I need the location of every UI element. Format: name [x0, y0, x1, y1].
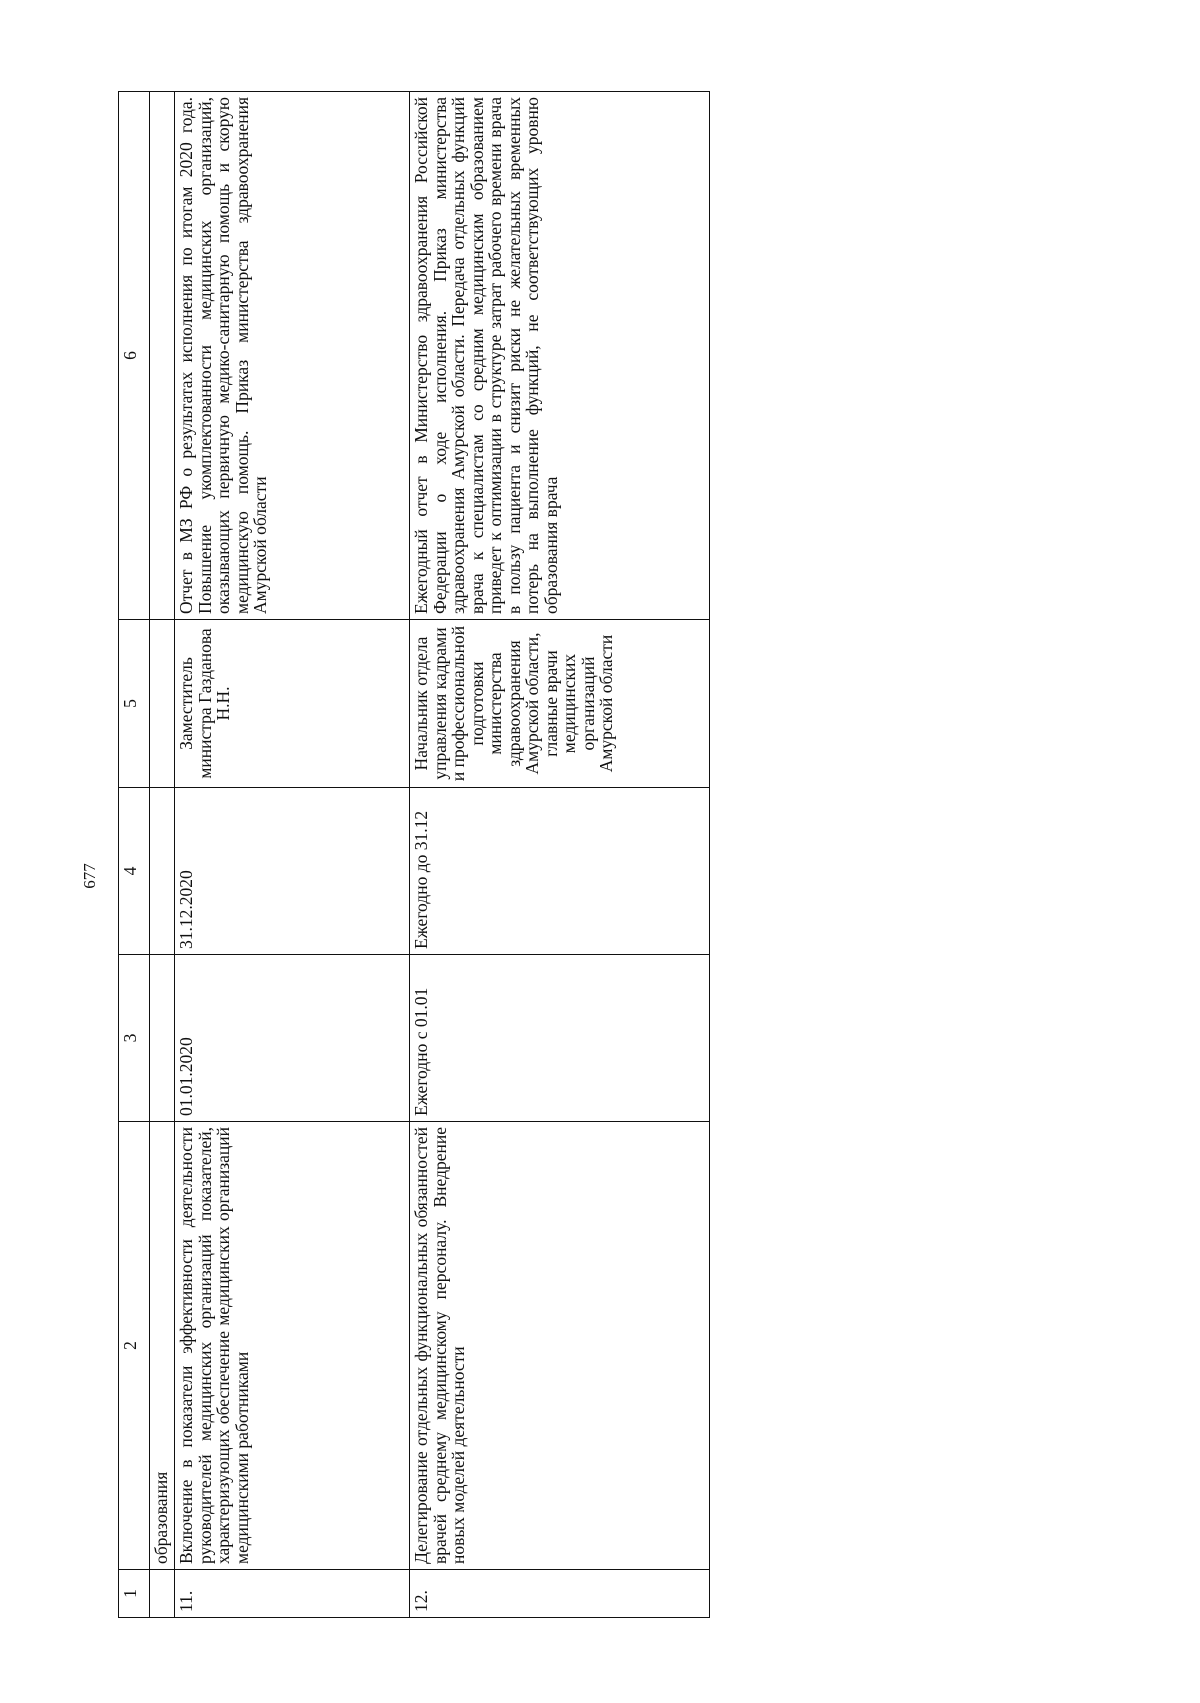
measures-table [118, 91, 710, 1618]
header-col-2: 2 [119, 1122, 150, 1570]
header-col-3: 3 [119, 955, 150, 1122]
end-date: 31.12.2020 [175, 788, 410, 955]
table-row [175, 92, 410, 1618]
header-col-6: 6 [119, 92, 150, 620]
row-number: 12. [410, 1570, 710, 1618]
document-table-rotated [118, 92, 710, 1618]
result-text: Ежегодный отчет в Министерство здравоохранения Российской Федерации о ходе исполнения. Приказ министерства здравоохранения Амурской области. Передача отдельных функций врача к специалистам со средним медицинским образованием приведет к оптимизации в структуре затрат рабочего времени врача в пользу пациента и снизит риски не желательных временных потерь на выполнение функций, не соответствующих уровню образования врача [410, 92, 710, 620]
page-number: 677 [80, 863, 99, 889]
header-col-5: 5 [119, 620, 150, 788]
measure-text: Делегирование отдельных функциональных обязанностей врачей среднему медицинскому персоналу. Внедрение новых моделей деятельности [410, 1122, 710, 1570]
table-row [410, 92, 710, 1618]
header-row [119, 92, 150, 1618]
header-col-4: 4 [119, 788, 150, 955]
start-date: 01.01.2020 [175, 955, 410, 1122]
continuation-row [150, 92, 175, 1618]
result-text: Отчет в МЗ РФ о результатах исполнения по итогам 2020 года. Повышение укомплектованности медицинских организаций, оказывающих первичную медико-санитарную помощь и скорую медицинскую помощь. Приказ министерства здравоохранения Амурской области [175, 92, 410, 620]
continuation-col-5 [150, 620, 175, 788]
start-date: Ежегодно с 01.01 [410, 955, 710, 1122]
responsible-text: Начальник отдела управления кадрами и профессиональной подготовки министерства здравоохранения Амурской области, главные врачи медицинских организаций Амурской области [410, 620, 710, 788]
end-date: Ежегодно до 31.12 [410, 788, 710, 955]
row-number: 11. [175, 1570, 410, 1618]
measure-text: Включение в показатели эффективности деятельности руководителей медицинских организаций показателей, характеризующих обеспечение медицинских организаций медицинскими работниками [175, 1122, 410, 1570]
continuation-col-1 [150, 1570, 175, 1618]
continuation-col-3 [150, 955, 175, 1122]
header-col-1: 1 [119, 1570, 150, 1618]
continuation-col-4 [150, 788, 175, 955]
responsible-text: Заместитель министра Газданова Н.Н. [175, 620, 410, 788]
continuation-col-6 [150, 92, 175, 620]
continuation-col-2: образования [150, 1122, 175, 1570]
